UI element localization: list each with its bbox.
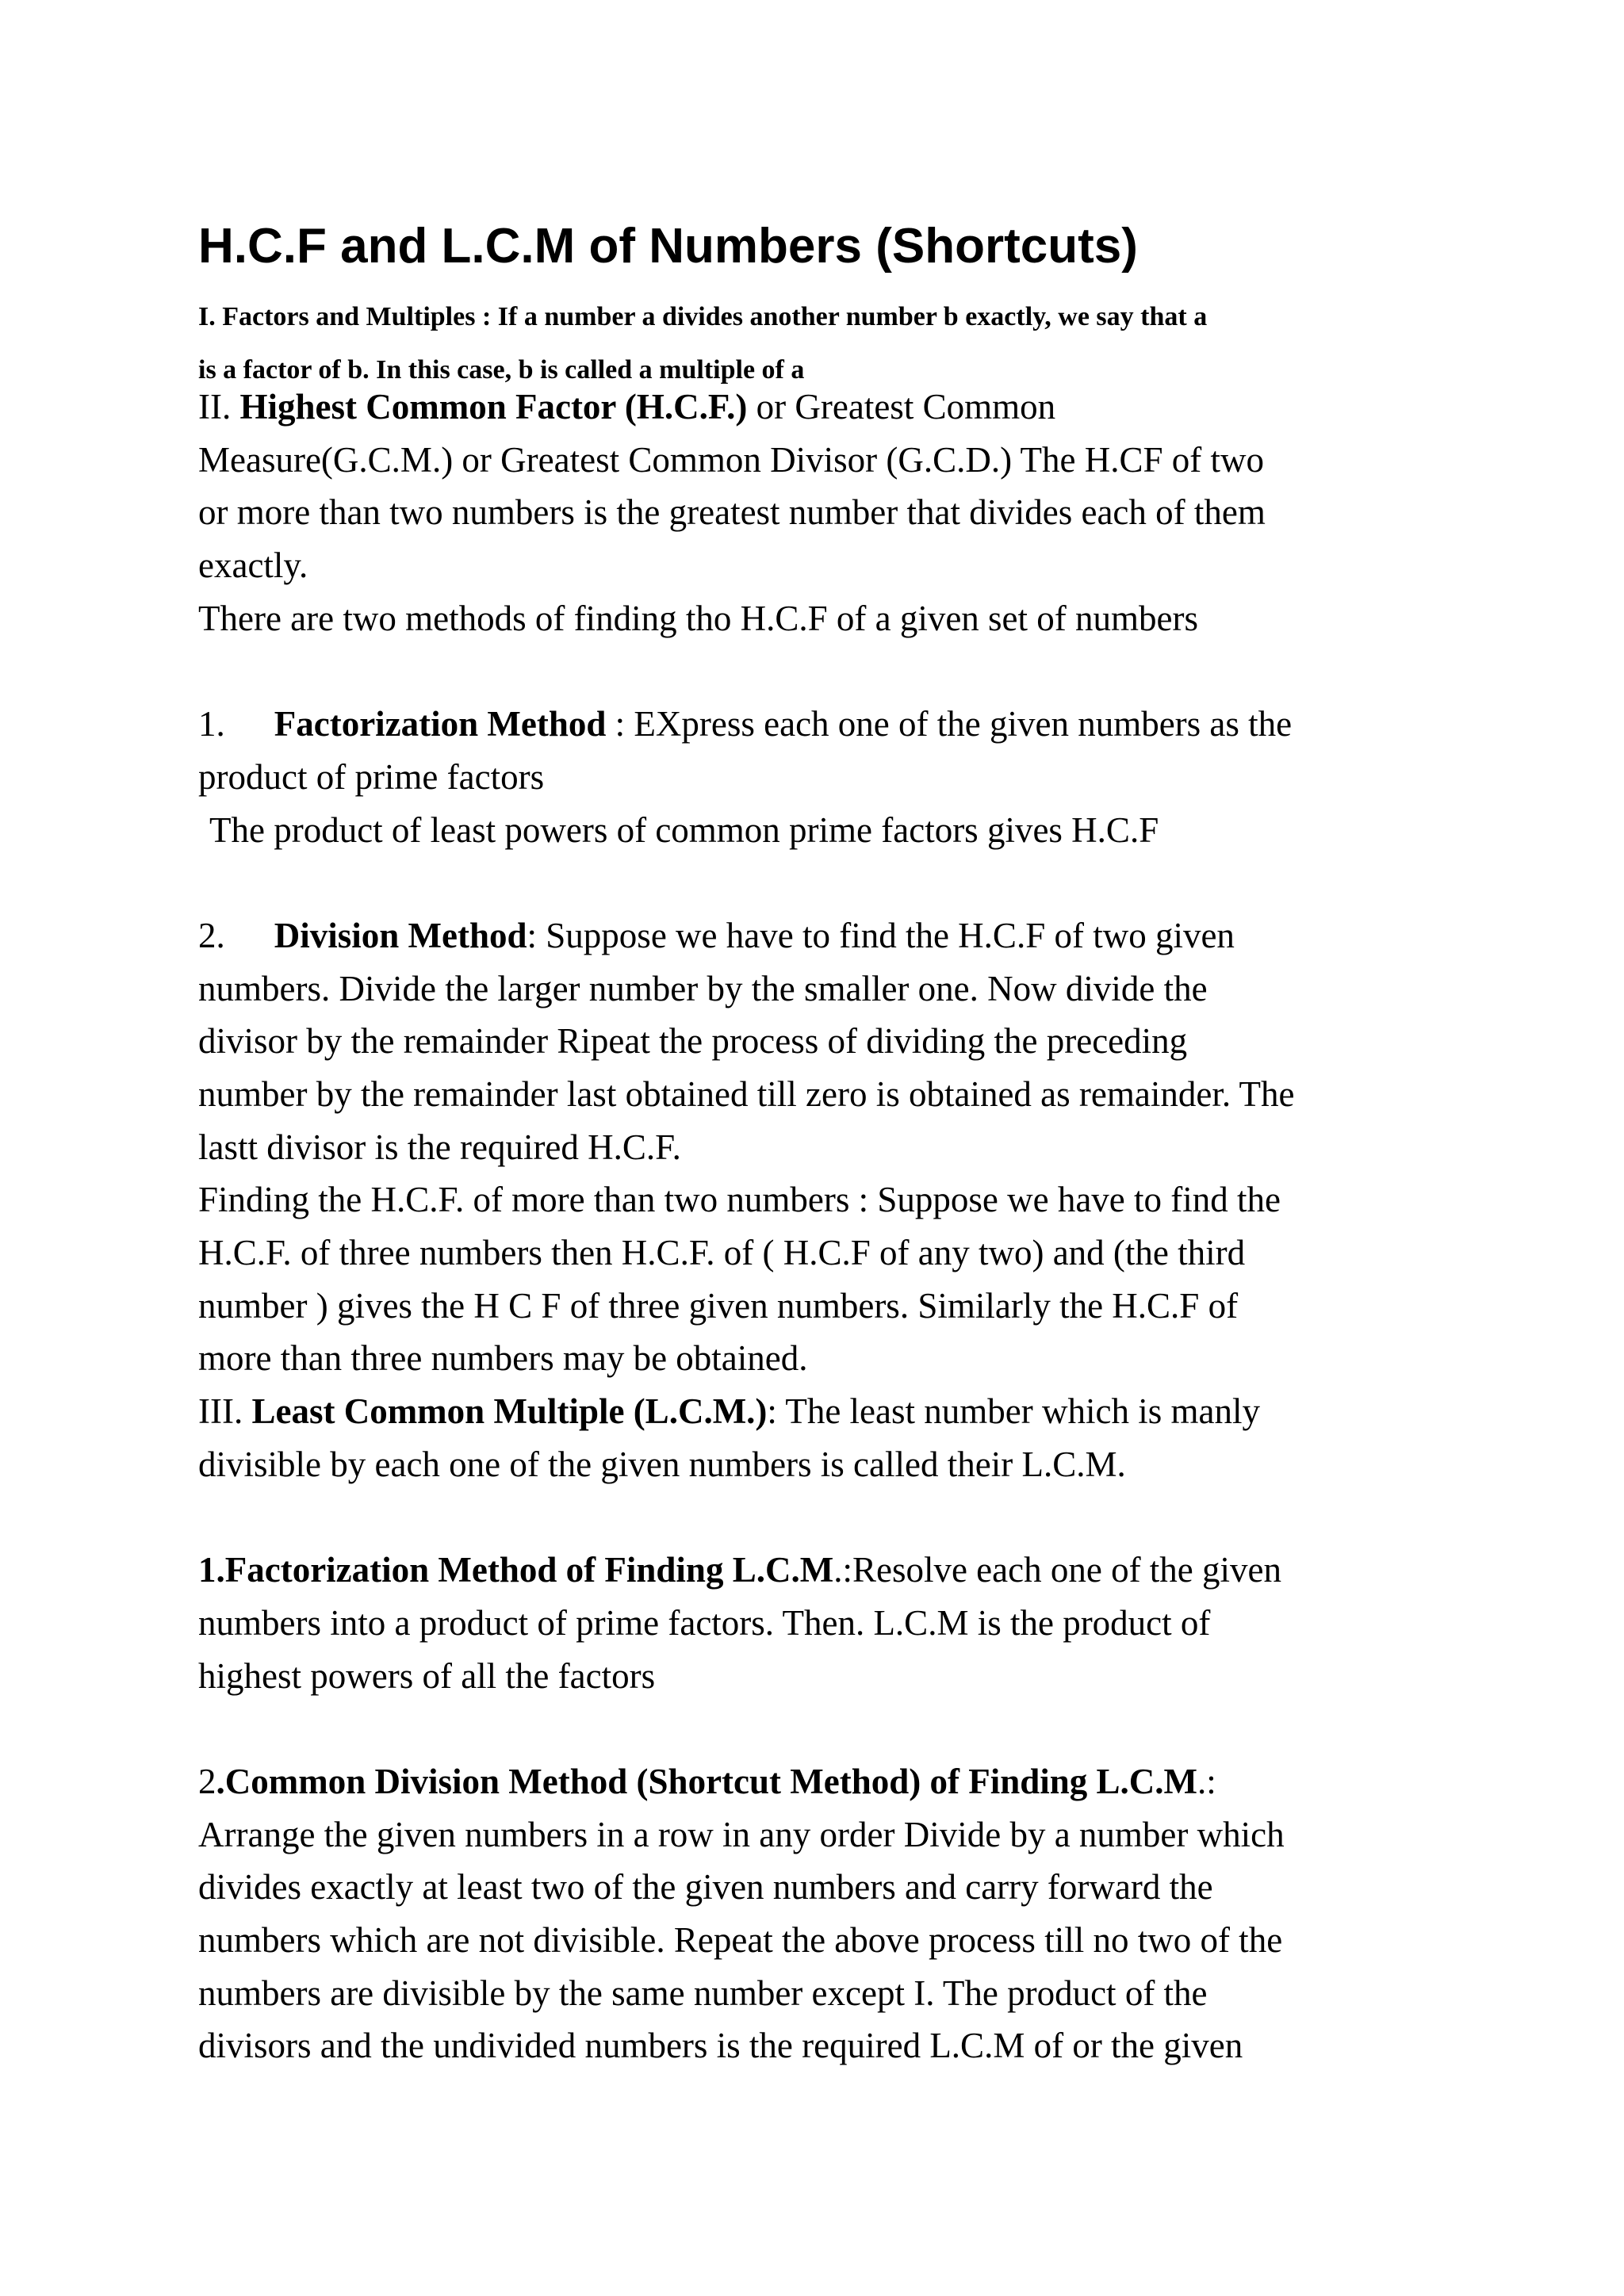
text-line: exactly. <box>198 545 308 586</box>
list-number: 2 <box>198 1761 216 1801</box>
text-line: Arrange the given numbers in a row in any order Divide by a number which <box>198 1814 1285 1854</box>
section-text: : If a number a divides another number b exactly, we say that a <box>475 302 1208 331</box>
text-line: number by the remainder last obtained till zero is obtained as remainder. The <box>198 1073 1295 1114</box>
text-line: or more than two numbers is the greatest number that divides each of them <box>198 492 1266 533</box>
text-line: divisor by the remainder Ripeat the process of dividing the preceding <box>198 1021 1188 1062</box>
spacer <box>198 1702 1467 1755</box>
method-text: : Suppose we have to find the H.C.F of two given <box>527 915 1235 955</box>
text-line: numbers are divisible by the same number except I. The product of the <box>198 1973 1208 2013</box>
section-numeral: III. <box>198 1391 252 1432</box>
method-heading: Division Method <box>274 915 527 955</box>
method-heading: Factorization Method <box>274 704 607 744</box>
method-heading: .Common Division Method (Shortcut Method) of Finding L.C.M <box>216 1761 1198 1801</box>
text-line: The product of least powers of common prime factors gives H.C.F <box>209 809 1159 850</box>
document-body <box>198 381 1467 2072</box>
text-line <box>198 909 1467 962</box>
text-line: Finding the H.C.F. of more than two numbers : Suppose we have to find the <box>198 1180 1281 1220</box>
text-line <box>198 1385 1467 1438</box>
text-line: numbers into a product of prime factors. Then. L.C.M is the product of <box>198 1602 1211 1643</box>
section-numeral: II. <box>198 387 240 427</box>
text-line: Measure(G.C.M.) or Greatest Common Divisor (G.C.D.) The H.CF of two <box>198 439 1265 480</box>
text-line: product of prime factors <box>198 756 545 797</box>
text-line: number ) gives the H C F of three given numbers. Similarly the H.C.F of <box>198 1285 1239 1326</box>
text-line <box>198 1544 1467 1597</box>
text-line <box>198 295 1451 348</box>
text-line <box>198 381 1467 434</box>
spacer <box>198 856 1467 909</box>
text-line: lastt divisor is the required H.C.F. <box>198 1127 681 1167</box>
section-heading: Highest Common Factor (H.C.F.) <box>239 387 748 427</box>
text-line: There are two methods of finding tho H.C.F of a given set of numbers <box>198 598 1198 638</box>
section-lcm <box>198 1385 1467 1490</box>
text-line <box>198 698 1467 751</box>
list-number: 1. <box>198 704 225 744</box>
section-heading: I. Factors and Multiples <box>198 302 476 331</box>
text-line: divisible by each one of the given numbers is called their L.C.M. <box>198 1444 1126 1484</box>
section-heading: Least Common Multiple (L.C.M.) <box>251 1391 768 1432</box>
section-hcf <box>198 381 1467 645</box>
text-line <box>198 1755 1467 1808</box>
section-text: or Greatest Common <box>747 387 1056 427</box>
text-line: highest powers of all the factors <box>198 1655 656 1696</box>
text-line: is a factor of b. In this case, b is called a multiple of a <box>198 354 805 385</box>
document-title: H.C.F and L.C.M of Numbers (Shortcuts) <box>198 219 1138 274</box>
method-text: .: <box>1197 1761 1216 1801</box>
spacer <box>198 645 1467 698</box>
text-line: H.C.F. of three numbers then H.C.F. of ( H.C.F of any two) and (the third <box>198 1233 1246 1272</box>
text-line: divisors and the undivided numbers is the required L.C.M of or the given <box>198 2026 1243 2066</box>
section-text: : The least number which is manly <box>767 1391 1260 1432</box>
method-text: : EXpress each one of the given numbers as the <box>606 704 1293 744</box>
method-text: .:Resolve each one of the given <box>833 1550 1282 1590</box>
text-line: numbers which are not divisible. Repeat the above process till no two of the <box>198 1919 1283 1960</box>
text-line: numbers. Divide the larger number by the smaller one. Now divide the <box>198 968 1208 1008</box>
lcm-method-factorization <box>198 1544 1467 1702</box>
method-division <box>198 909 1467 1385</box>
method-heading: 1.Factorization Method of Finding L.C.M <box>198 1550 834 1590</box>
list-number: 2. <box>198 915 225 955</box>
lcm-method-common-division <box>198 1755 1467 2072</box>
spacer <box>198 1490 1467 1544</box>
text-line: divides exactly at least two of the given numbers and carry forward the <box>198 1867 1213 1908</box>
text-line: more than three numbers may be obtained. <box>198 1338 808 1379</box>
method-factorization <box>198 698 1467 856</box>
